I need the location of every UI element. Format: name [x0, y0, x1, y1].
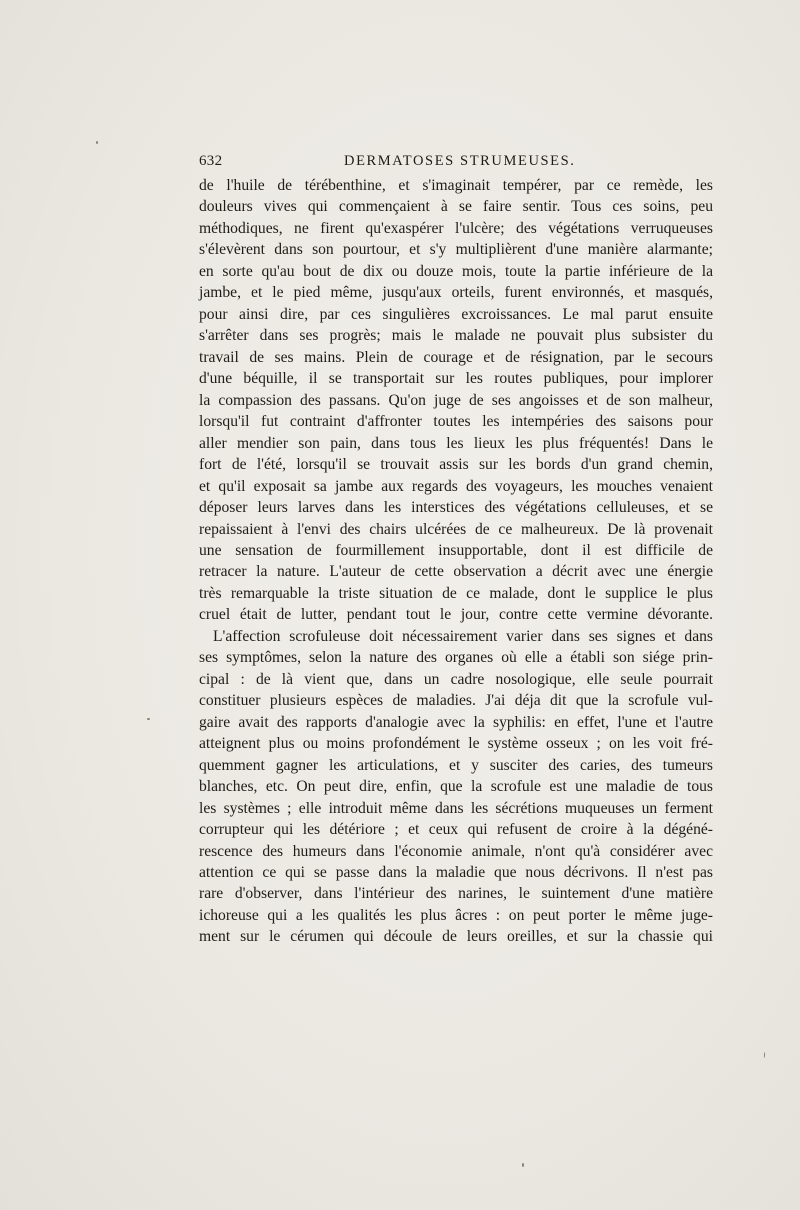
text-line: déposer leurs larves dans les interstices des végétations celluleuses, et se — [199, 499, 713, 517]
running-title: DERMATOSES STRUMEUSES. — [344, 153, 576, 169]
text-line: une sensation de fourmillement insupportable, dont il est difficile de — [199, 541, 713, 559]
text-line: constituer plusieurs espèces de maladies. J'ai déja dit que la scrofule vul- — [199, 692, 713, 710]
text-line: aller mendier son pain, dans tous les lieux les plus fréquentés! Dans le — [199, 434, 713, 452]
text-line: attention ce qui se passe dans la maladie que nous décrivons. Il n'est pas — [199, 864, 713, 881]
paper-speck — [147, 718, 150, 720]
text-line: douleurs vives qui commençaient à se faire sentir. Tous ces soins, peu — [199, 198, 713, 216]
text-line: retracer la nature. L'auteur de cette observation a décrit avec une énergie — [199, 563, 713, 581]
text-line: blanches, etc. On peut dire, enfin, que la scrofule est une maladie de tous — [199, 778, 713, 796]
paper-speck — [764, 1052, 765, 1058]
text-line: ses symptômes, selon la nature des organes où elle a établi son siége prin- — [199, 649, 713, 667]
text-line: corrupteur qui les détériore ; et ceux qui refusent de croire à la dégéné- — [199, 821, 713, 839]
text-line: en sorte qu'au bout de dix ou douze mois, toute la partie inférieure de la — [199, 262, 713, 280]
text-line: rescence des humeurs dans l'économie animale, n'ont qu'à considérer avec — [199, 842, 713, 860]
text-line: quemment gagner les articulations, et y susciter des caries, des tumeurs — [199, 756, 713, 774]
text-line: jambe, et le pied même, jusqu'aux orteils, furent environnés, et masqués, — [199, 284, 713, 302]
text-line: cruel était de lutter, pendant tout le jour, contre cette vermine dévorante. — [199, 606, 713, 624]
text-line: repaissaient à l'envi des chairs ulcérées de ce malheureux. De là provenait — [199, 520, 713, 538]
text-line: atteignent plus ou moins profondément le système osseux ; on les voit fré- — [199, 735, 713, 753]
paper-speck — [96, 141, 98, 144]
text-line: fort de l'été, lorsqu'il se trouvait assis sur les bords d'un grand chemin, — [199, 456, 713, 474]
text-line: et qu'il exposait sa jambe aux regards des voyageurs, les mouches venaient — [199, 477, 713, 495]
text-line: méthodiques, ne firent qu'exaspérer l'ulcère; des végétations verruqueuses — [199, 219, 713, 237]
paragraph-first-line: L'affection scrofuleuse doit nécessairement varier dans ses signes et dans — [213, 627, 713, 645]
text-line: ichoreuse qui a les qualités les plus âcres : on peut porter le même juge- — [199, 906, 713, 924]
text-line: très remarquable la triste situation de ce malade, dont le supplice le plus — [199, 584, 713, 602]
text-line: lorsqu'il fut contraint d'affronter toutes les intempéries des saisons pour — [199, 413, 713, 431]
text-line: rare d'observer, dans l'intérieur des narines, le suintement d'une matière — [199, 885, 713, 903]
text-line: s'arrêter dans ses progrès; mais le malade ne pouvait plus subsister du — [199, 327, 713, 345]
text-line: de l'huile de térébenthine, et s'imaginait tempérer, par ce remède, les — [199, 177, 713, 194]
text-line: travail de ses mains. Plein de courage et de résignation, par le secours — [199, 348, 713, 366]
text-line: la compassion des passans. Qu'on juge de ses angoisses et de son malheur, — [199, 391, 713, 409]
text-line: pour ainsi dire, par ces singulières excroissances. Le mal parut ensuite — [199, 305, 713, 323]
paper-speck — [522, 1163, 524, 1167]
text-line: gaire avait des rapports d'analogie avec la syphilis: en effet, l'une et l'autre — [199, 713, 713, 731]
text-line: d'une béquille, il se transportait sur les routes publiques, pour implorer — [199, 370, 713, 388]
page-number: 632 — [199, 153, 223, 169]
text-line: les systèmes ; elle introduit même dans les sécrétions muqueuses un ferment — [199, 799, 713, 817]
text-line: cipal : de là vient que, dans un cadre nosologique, elle seule pourrait — [199, 670, 713, 688]
text-line: s'élevèrent dans son pourtour, et s'y multiplièrent d'une manière alarmante; — [199, 241, 713, 259]
running-head — [199, 153, 713, 175]
body-text — [199, 175, 713, 948]
text-line: ment sur le cérumen qui découle de leurs oreilles, et sur la chassie qui — [199, 928, 713, 946]
